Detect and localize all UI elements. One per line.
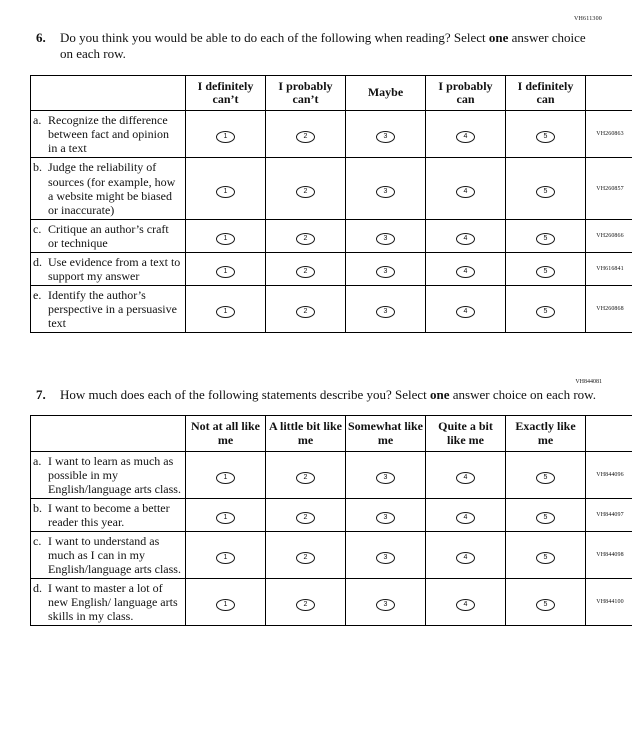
answer-bubble[interactable]: 5 — [536, 131, 555, 143]
header-row — [31, 416, 632, 452]
answer-bubble[interactable]: 2 — [296, 186, 315, 198]
item-code: VH844096 — [586, 451, 632, 498]
answer-cell — [346, 499, 426, 532]
answer-bubble[interactable]: 3 — [376, 131, 395, 143]
answer-cell — [266, 579, 346, 626]
answer-bubble[interactable]: 5 — [536, 266, 555, 278]
question-6-prompt-post: answer choice on each row. — [60, 30, 586, 62]
answer-bubble[interactable]: 1 — [216, 266, 235, 278]
page-accession-code: VH611300 — [573, 16, 602, 22]
answer-cell — [346, 252, 426, 285]
question-6-prompt-pre: Do you think you would be able to do each of the following when reading? Select — [60, 30, 489, 45]
column-header: Somewhat like me — [346, 416, 426, 452]
table-row — [31, 451, 632, 498]
answer-cell — [266, 532, 346, 579]
row-stem — [31, 499, 186, 532]
answer-cell — [346, 532, 426, 579]
table-row — [31, 532, 632, 579]
answer-cell — [186, 499, 266, 532]
answer-cell — [346, 111, 426, 158]
answer-cell — [186, 579, 266, 626]
answer-bubble[interactable]: 3 — [376, 186, 395, 198]
question-6-prompt-bold: one — [488, 30, 509, 45]
answer-cell — [426, 111, 506, 158]
answer-cell — [186, 219, 266, 252]
question-7-prompt-bold: one — [430, 386, 450, 402]
question-7-prompt — [60, 387, 596, 403]
row-text: Use evidence from a text to support my answer — [48, 254, 181, 283]
answer-bubble[interactable]: 3 — [376, 306, 395, 318]
row-stem — [31, 252, 186, 285]
row-text: I want to master a lot of new English/ language arts skills in my class. — [48, 581, 178, 624]
question-7 — [36, 387, 604, 403]
answer-cell — [186, 285, 266, 332]
question-7-prompt-pre: How much does each of the following statements describe you? Select — [60, 386, 431, 402]
row-letter: e. — [33, 287, 42, 302]
column-header: I probably can’t — [266, 75, 346, 111]
answer-bubble[interactable]: 4 — [456, 306, 475, 318]
column-header: I definitely can’t — [186, 75, 266, 111]
answer-cell — [506, 111, 586, 158]
answer-cell — [346, 285, 426, 332]
answer-cell — [346, 451, 426, 498]
answer-bubble[interactable]: 2 — [296, 599, 315, 611]
row-stem — [31, 219, 186, 252]
row-stem — [31, 158, 186, 219]
question-6 — [36, 30, 604, 63]
answer-bubble[interactable]: 1 — [216, 186, 235, 198]
answer-bubble[interactable]: 4 — [456, 512, 475, 524]
answer-cell — [346, 219, 426, 252]
answer-bubble[interactable]: 5 — [536, 233, 555, 245]
row-text: Recognize the difference between fact and opinion in a text — [48, 113, 169, 156]
row-letter: c. — [33, 221, 42, 236]
table-row — [31, 111, 632, 158]
answer-bubble[interactable]: 2 — [296, 512, 315, 524]
answer-cell — [426, 532, 506, 579]
row-letter: d. — [33, 254, 42, 269]
row-stem — [31, 111, 186, 158]
row-text: Judge the reliability of sources (for example, how a website might be biased or inaccurate) — [48, 160, 176, 217]
column-header: I definitely can — [506, 75, 586, 111]
answer-cell — [266, 219, 346, 252]
row-letter: b. — [33, 501, 42, 516]
answer-cell — [346, 158, 426, 219]
answer-bubble[interactable]: 2 — [296, 306, 315, 318]
row-letter: a. — [33, 453, 42, 468]
answer-bubble[interactable]: 5 — [536, 186, 555, 198]
item-code: VH844097 — [586, 499, 632, 532]
row-stem — [31, 532, 186, 579]
row-text: Identify the author’s perspective in a persuasive text — [48, 287, 177, 330]
answer-cell — [186, 158, 266, 219]
answer-bubble[interactable]: 1 — [216, 233, 235, 245]
answer-bubble[interactable]: 4 — [456, 599, 475, 611]
answer-cell — [506, 285, 586, 332]
table-row — [31, 285, 632, 332]
answer-cell — [426, 579, 506, 626]
answer-cell — [346, 579, 426, 626]
row-letter: b. — [33, 160, 42, 175]
table-row — [31, 252, 632, 285]
answer-bubble[interactable]: 1 — [216, 472, 235, 484]
answer-cell — [426, 285, 506, 332]
question-6-prompt — [60, 30, 600, 63]
code-header-blank — [586, 416, 632, 452]
answer-bubble[interactable]: 2 — [296, 552, 315, 564]
stem-header-blank — [31, 416, 186, 452]
row-text: I want to understand as much as I can in my English/language arts class. — [48, 534, 181, 577]
answer-cell — [426, 219, 506, 252]
answer-cell — [186, 532, 266, 579]
row-stem — [31, 285, 186, 332]
stem-header-blank — [31, 75, 186, 111]
code-header-blank — [586, 75, 632, 111]
column-header: Maybe — [346, 75, 426, 111]
answer-bubble[interactable]: 3 — [376, 233, 395, 245]
answer-cell — [266, 285, 346, 332]
item-code: VH844100 — [586, 579, 632, 626]
column-header: A little bit like me — [266, 416, 346, 452]
answer-bubble[interactable]: 4 — [456, 233, 475, 245]
row-text: I want to become a better reader this year. — [48, 501, 170, 530]
answer-bubble[interactable]: 1 — [216, 599, 235, 611]
answer-bubble[interactable]: 2 — [296, 472, 315, 484]
item-code: VH260863 — [586, 111, 632, 158]
question-7-accession-code: VH844081 — [575, 378, 602, 385]
answer-bubble[interactable]: 3 — [376, 552, 395, 564]
answer-cell — [506, 532, 586, 579]
question-6-table — [30, 75, 632, 333]
answer-bubble[interactable]: 3 — [376, 599, 395, 611]
answer-bubble[interactable]: 3 — [376, 512, 395, 524]
answer-bubble[interactable]: 4 — [456, 552, 475, 564]
header-row — [31, 75, 632, 111]
answer-cell — [506, 252, 586, 285]
answer-cell — [506, 451, 586, 498]
answer-cell — [506, 158, 586, 219]
answer-bubble[interactable]: 5 — [536, 472, 555, 484]
answer-bubble[interactable]: 2 — [296, 233, 315, 245]
answer-bubble[interactable]: 4 — [456, 472, 475, 484]
answer-cell — [186, 111, 266, 158]
item-code: VH260857 — [586, 158, 632, 219]
answer-cell — [506, 579, 586, 626]
answer-bubble[interactable]: 4 — [456, 186, 475, 198]
answer-cell — [186, 252, 266, 285]
item-code: VH616841 — [586, 252, 632, 285]
answer-bubble[interactable]: 3 — [376, 266, 395, 278]
row-stem — [31, 579, 186, 626]
row-letter: c. — [33, 534, 42, 549]
answer-cell — [266, 451, 346, 498]
question-7-number: 7. — [36, 386, 46, 402]
question-7-table — [30, 415, 632, 626]
answer-cell — [426, 158, 506, 219]
answer-cell — [506, 219, 586, 252]
answer-cell — [506, 499, 586, 532]
column-header: I probably can — [426, 75, 506, 111]
row-stem — [31, 451, 186, 498]
answer-bubble[interactable]: 1 — [216, 552, 235, 564]
answer-cell — [186, 451, 266, 498]
answer-bubble[interactable]: 4 — [456, 266, 475, 278]
answer-bubble[interactable]: 2 — [296, 131, 315, 143]
item-code: VH260866 — [586, 219, 632, 252]
answer-cell — [426, 252, 506, 285]
answer-bubble[interactable]: 4 — [456, 131, 475, 143]
table-row — [31, 499, 632, 532]
question-7-prompt-post: answer choice on each row. — [449, 386, 596, 402]
row-letter: d. — [33, 581, 42, 596]
table-row — [31, 579, 632, 626]
answer-cell — [266, 499, 346, 532]
answer-cell — [426, 499, 506, 532]
table-row — [31, 219, 632, 252]
answer-cell — [266, 158, 346, 219]
item-code: VH260868 — [586, 285, 632, 332]
table-row — [31, 158, 632, 219]
row-text: I want to learn as much as possible in my English/language arts class. — [48, 453, 181, 496]
answer-cell — [266, 252, 346, 285]
answer-bubble[interactable]: 1 — [216, 512, 235, 524]
answer-bubble[interactable]: 1 — [216, 131, 235, 143]
answer-cell — [426, 451, 506, 498]
column-header: Quite a bit like me — [426, 416, 506, 452]
answer-bubble[interactable]: 1 — [216, 306, 235, 318]
answer-bubble[interactable]: 5 — [536, 599, 555, 611]
column-header: Not at all like me — [186, 416, 266, 452]
answer-bubble[interactable]: 2 — [296, 266, 315, 278]
answer-cell — [266, 111, 346, 158]
question-6-number: 6. — [36, 30, 46, 45]
column-header: Exactly like me — [506, 416, 586, 452]
answer-bubble[interactable]: 5 — [536, 512, 555, 524]
answer-bubble[interactable]: 3 — [376, 472, 395, 484]
row-text: Critique an author’s craft or technique — [48, 221, 169, 250]
answer-bubble[interactable]: 5 — [536, 552, 555, 564]
answer-bubble[interactable]: 5 — [536, 306, 555, 318]
row-letter: a. — [33, 113, 42, 128]
item-code: VH844098 — [586, 532, 632, 579]
